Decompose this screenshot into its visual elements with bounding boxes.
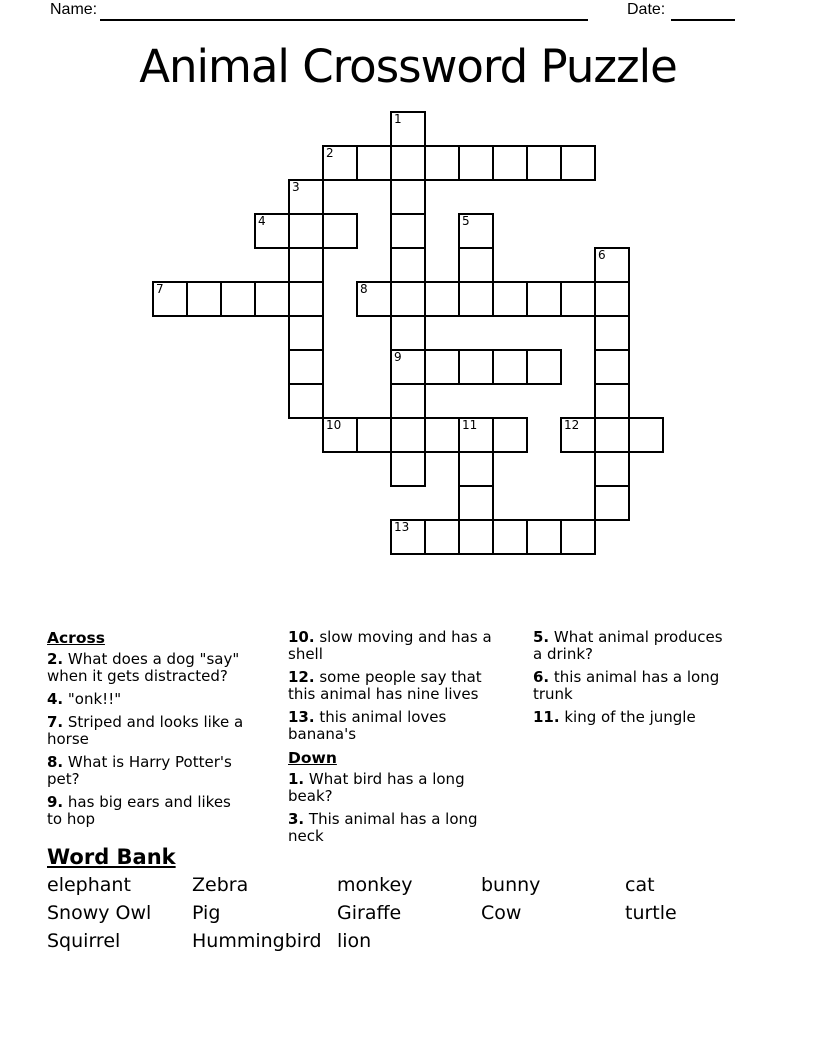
clue-number: 12. — [288, 668, 315, 686]
grid-cell[interactable] — [220, 281, 256, 317]
grid-cell[interactable] — [356, 281, 392, 317]
grid-cell[interactable] — [492, 281, 528, 317]
cell-number: 11 — [462, 418, 478, 432]
grid-cell[interactable] — [424, 349, 460, 385]
grid-cell[interactable] — [390, 519, 426, 555]
cell-number: 3 — [292, 180, 300, 194]
grid-cell[interactable] — [424, 519, 460, 555]
grid-cell[interactable] — [390, 281, 426, 317]
word-bank-word: monkey — [337, 874, 413, 896]
cell-number: 5 — [462, 214, 470, 228]
cell-number: 9 — [394, 350, 402, 364]
grid-cell[interactable] — [492, 145, 528, 181]
word-bank-word: Snowy Owl — [47, 902, 152, 924]
grid-cell[interactable] — [458, 417, 494, 453]
grid-cell[interactable] — [560, 519, 596, 555]
clue-4: 4. "onk!!" — [47, 690, 122, 708]
word-bank-rows — [47, 871, 777, 955]
grid-cell[interactable] — [322, 145, 358, 181]
grid-cell[interactable] — [288, 213, 324, 249]
clue-number: 5. — [533, 628, 550, 646]
grid-cell[interactable] — [526, 145, 562, 181]
word-bank-row — [47, 899, 777, 927]
word-bank-word: bunny — [481, 874, 541, 896]
date-input-line[interactable] — [671, 0, 735, 21]
grid-cell[interactable] — [186, 281, 222, 317]
cell-number: 10 — [326, 418, 342, 432]
cell-number: 4 — [258, 214, 266, 228]
word-bank-word: Cow — [481, 902, 522, 924]
grid-cell[interactable] — [390, 247, 426, 283]
grid-cell[interactable] — [390, 213, 426, 249]
grid-cell[interactable] — [458, 213, 494, 249]
grid-cell[interactable] — [560, 417, 596, 453]
clue-12: 12. some people say that this animal has nine lives — [288, 668, 482, 703]
word-bank-word: Pig — [192, 902, 221, 924]
clue-5: 5. What animal produces a drink? — [533, 628, 723, 663]
clue-number: 3. — [288, 810, 305, 828]
grid-cell[interactable] — [594, 247, 630, 283]
grid-cell[interactable] — [390, 179, 426, 215]
across-heading: Across — [47, 629, 105, 647]
clue-column-0 — [47, 629, 247, 834]
grid-cell[interactable] — [424, 281, 460, 317]
grid-cell[interactable] — [390, 383, 426, 419]
grid-cell[interactable] — [594, 281, 630, 317]
cell-number: 1 — [394, 112, 402, 126]
grid-cell[interactable] — [390, 349, 426, 385]
grid-cell[interactable] — [288, 315, 324, 351]
grid-cell[interactable] — [492, 417, 528, 453]
grid-cell[interactable] — [356, 417, 392, 453]
clue-column-1 — [288, 629, 498, 851]
grid-cell[interactable] — [288, 383, 324, 419]
clue-10: 10. slow moving and has a shell — [288, 628, 492, 663]
clue-number: 10. — [288, 628, 315, 646]
grid-cell[interactable] — [492, 519, 528, 555]
grid-cell[interactable] — [424, 145, 460, 181]
grid-cell[interactable] — [560, 281, 596, 317]
clue-column-2 — [533, 629, 729, 732]
grid-cell[interactable] — [322, 417, 358, 453]
word-bank-word: lion — [337, 930, 372, 952]
date-label: Date: — [627, 1, 666, 18]
clue-2: 2. What does a dog "say" when it gets distracted? — [47, 650, 240, 685]
word-bank-word: Squirrel — [47, 930, 121, 952]
word-bank-word: Giraffe — [337, 902, 402, 924]
clue-13: 13. this animal loves banana's — [288, 708, 447, 743]
grid-cell[interactable] — [492, 349, 528, 385]
grid-cell[interactable] — [390, 111, 426, 147]
clue-number: 11. — [533, 708, 560, 726]
word-bank-word: cat — [625, 874, 655, 896]
name-label: Name: — [50, 1, 98, 18]
grid-cell[interactable] — [390, 315, 426, 351]
word-bank-word: Hummingbird — [192, 930, 322, 952]
grid-cell[interactable] — [254, 281, 290, 317]
clue-9: 9. has big ears and likes to hop — [47, 793, 231, 828]
grid-cell[interactable] — [458, 451, 494, 487]
grid-cell[interactable] — [526, 281, 562, 317]
name-input-line[interactable] — [100, 0, 588, 21]
word-bank-row — [47, 871, 777, 899]
grid-cell[interactable] — [458, 519, 494, 555]
down-heading: Down — [288, 749, 337, 767]
cell-number: 12 — [564, 418, 580, 432]
grid-cell[interactable] — [526, 349, 562, 385]
grid-cell[interactable] — [322, 213, 358, 249]
clue-number: 6. — [533, 668, 550, 686]
grid-cell[interactable] — [390, 417, 426, 453]
grid-cell[interactable] — [390, 451, 426, 487]
grid-cell[interactable] — [356, 145, 392, 181]
grid-cell[interactable] — [594, 315, 630, 351]
grid-cell[interactable] — [254, 213, 290, 249]
clue-number: 13. — [288, 708, 315, 726]
clue-number: 8. — [47, 753, 64, 771]
cell-number: 8 — [360, 282, 368, 296]
grid-cell[interactable] — [424, 417, 460, 453]
grid-cell[interactable] — [526, 519, 562, 555]
cell-number: 2 — [326, 146, 334, 160]
grid-cell[interactable] — [628, 417, 664, 453]
page-title: Animal Crossword Puzzle — [139, 40, 677, 93]
cell-number: 6 — [598, 248, 606, 262]
grid-cell[interactable] — [288, 247, 324, 283]
grid-cell[interactable] — [594, 383, 630, 419]
grid-cell[interactable] — [594, 349, 630, 385]
word-bank-word: turtle — [625, 902, 677, 924]
clue-number: 9. — [47, 793, 64, 811]
grid-cell[interactable] — [288, 281, 324, 317]
word-bank-word: elephant — [47, 874, 131, 896]
grid-cell[interactable] — [390, 145, 426, 181]
crossword-grid — [152, 111, 664, 555]
grid-cell[interactable] — [458, 281, 494, 317]
clue-number: 4. — [47, 690, 64, 708]
clue-number: 2. — [47, 650, 64, 668]
clue-7: 7. Striped and looks like a horse — [47, 713, 244, 748]
clue-6: 6. this animal has a long trunk — [533, 668, 720, 703]
word-bank-word: Zebra — [192, 874, 249, 896]
word-bank-heading: Word Bank — [47, 845, 176, 869]
grid-cell[interactable] — [458, 349, 494, 385]
grid-cell[interactable] — [458, 145, 494, 181]
clues-section — [47, 629, 772, 844]
clue-3: 3. This animal has a long neck — [288, 810, 478, 845]
grid-cell[interactable] — [458, 485, 494, 521]
grid-cell[interactable] — [594, 451, 630, 487]
clue-number: 7. — [47, 713, 64, 731]
clue-8: 8. What is Harry Potter's pet? — [47, 753, 232, 788]
grid-cell[interactable] — [594, 485, 630, 521]
clue-1: 1. What bird has a long beak? — [288, 770, 465, 805]
grid-cell[interactable] — [594, 417, 630, 453]
cell-number: 7 — [156, 282, 164, 296]
grid-cell[interactable] — [288, 349, 324, 385]
clue-11: 11. king of the jungle — [533, 708, 696, 726]
cell-number: 13 — [394, 520, 410, 534]
word-bank-row — [47, 927, 777, 955]
grid-cell[interactable] — [288, 179, 324, 215]
clue-number: 1. — [288, 770, 305, 788]
grid-cell[interactable] — [560, 145, 596, 181]
grid-cell[interactable] — [458, 247, 494, 283]
grid-cell[interactable] — [152, 281, 188, 317]
